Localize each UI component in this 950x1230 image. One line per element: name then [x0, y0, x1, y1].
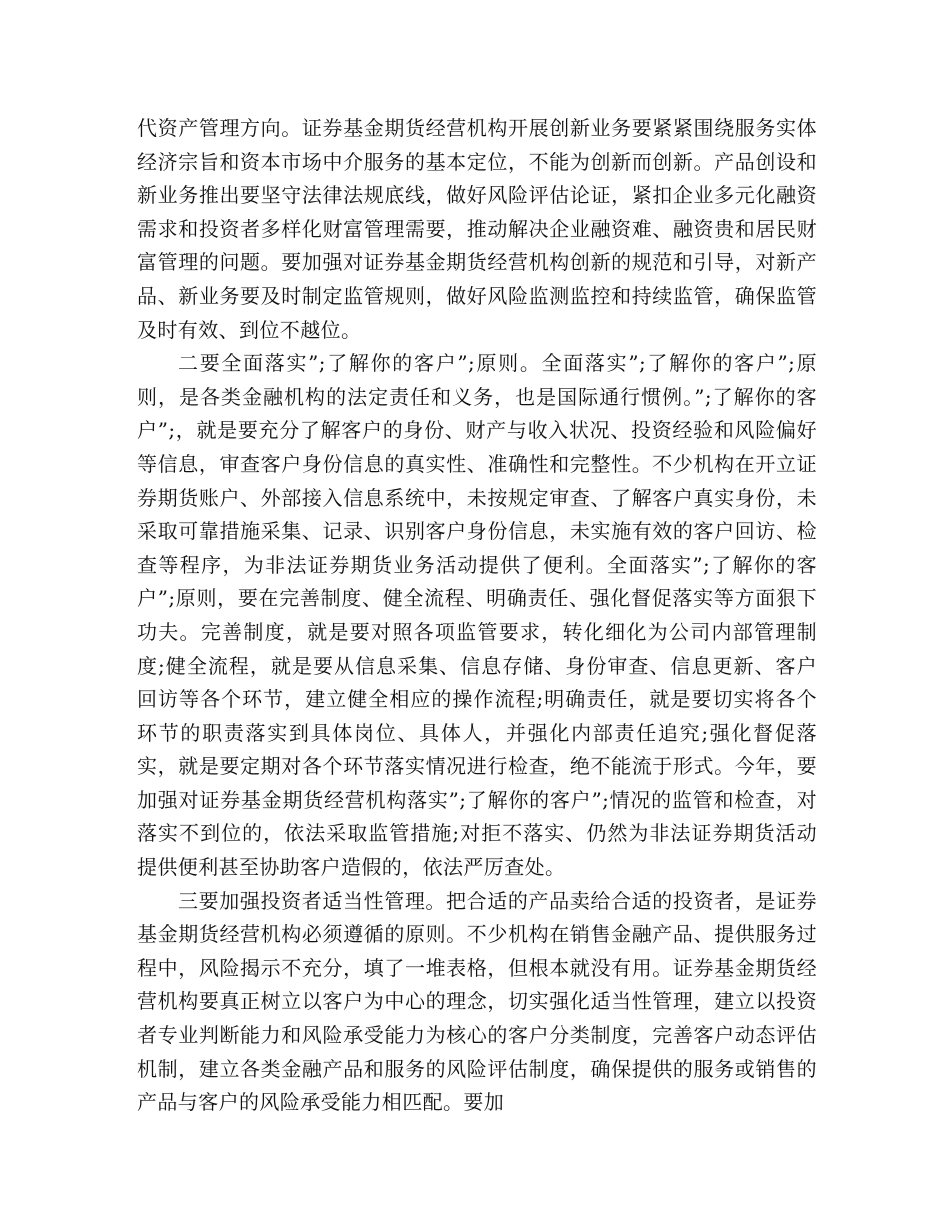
paragraph-2: 二要全面落实”;了解你的客户”;原则。全面落实”;了解你的客户”;原则，是各类金融机构的法定责任和义务，也是国际通行惯例。”;了解你的客户”;，就是要充分了解客户的身份、财产与收入状况、投资经验和风险偏好等信息，审查客户身份信息的真实性、准确性和完整性。不少机构在开立证券期货账户、外部接入信息系统中，未按规定审查、了解客户真实身份，未采取可靠措施采集、记录、识别客户身份信息，未实施有效的客户回访、检查等程序，为非法证券期货业务活动提供了便利。全面落实”;了解你的客户”;原则，要在完善制度、健全流程、明确责任、强化督促落实等方面狠下功夫。完善制度，就是要对照各项监管要求，转化细化为公司内部管理制度;健全流程，就是要从信息采集、信息存储、身份审查、信息更新、客户回访等各个环节，建立健全相应的操作流程;明确责任，就是要切实将各个环节的职责落实到具体岗位、具体人，并强化内部责任追究;强化督促落实，就是要定期对各个环节落实情况进行检查，绝不能流于形式。今年，要加强对证券基金期货经营机构落实”;了解你的客户”;情况的监管和检查，对落实不到位的，依法采取监管措施;对拒不落实、仍然为非法证券期货活动提供便利甚至协助客户造假的，依法严厉查处。 — [137, 351, 817, 880]
paragraph-3: 三要加强投资者适当性管理。把合适的产品卖给合适的投资者，是证券基金期货经营机构必须遵循的原则。不少机构在销售金融产品、提供服务过程中，风险揭示不充分，填了一堆表格，但根本就没有用。证券基金期货经营机构要真正树立以客户为中心的理念，切实强化适当性管理，建立以投资者专业判断能力和风险承受能力为核心的客户分类制度，完善客户动态评估机制，建立各类金融产品和服务的风险评估制度，确保提供的服务或销售的产品与客户的风险承受能力相匹配。要加 — [137, 888, 817, 1115]
paragraph-1: 代资产管理方向。证券基金期货经营机构开展创新业务要紧紧围绕服务实体经济宗旨和资本市场中介服务的基本定位，不能为创新而创新。产品创设和新业务推出要坚守法律法规底线，做好风险评估论证，紧扣企业多元化融资需求和投资者多样化财富管理需要，推动解决企业融资难、融资贵和居民财富管理的问题。要加强对证券基金期货经营机构创新的规范和引导，对新产品、新业务要及时制定监管规则，做好风险监测监控和持续监管，确保监管及时有效、到位不越位。 — [137, 116, 817, 342]
document-body — [137, 112, 817, 1120]
